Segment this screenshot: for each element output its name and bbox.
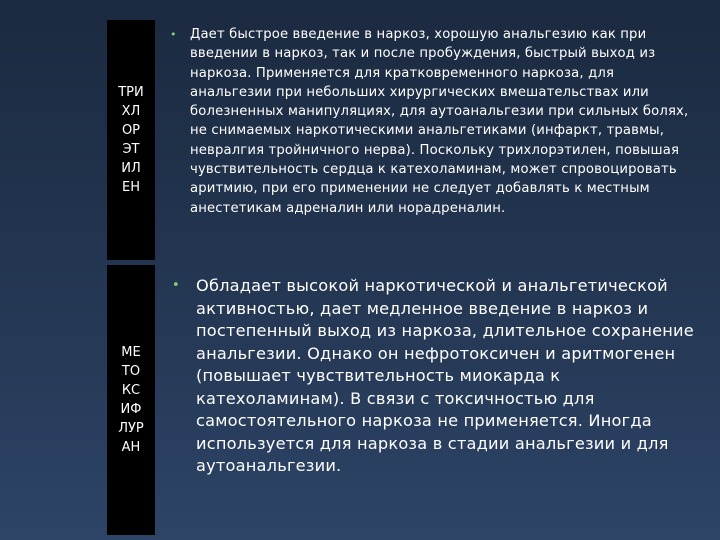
methoxyflurane-text: Обладает высокой наркотической и анальгетической активностью, дает медленное введение в наркоз и постепенный выход из наркоза, длительное сохранение анальгезии. Однако он нефротоксичен и аритмогенен (повышает чувствительность миокарда к катехоламинам). В связи с токсичностью для самостоятельного наркоза не применяется. Иногда используется для наркоза в стадии анальгезии и для аутоанальгезии.	[196, 276, 694, 475]
methoxyflurane-description	[172, 275, 697, 478]
methoxyflurane-label: МЕ ТО КС ИФ ЛУР АН	[107, 265, 155, 535]
trichloroethylene-description	[170, 25, 700, 218]
bullet-icon: •	[170, 28, 177, 41]
bullet-icon: •	[172, 278, 180, 293]
trichloroethylene-label: ТРИ ХЛ ОР ЭТ ИЛ ЕН	[107, 20, 155, 260]
trichloroethylene-text: Дает быстрое введение в наркоз, хорошую анальгезию как при введении в наркоз, так и после пробуждения, быстрый выход из наркоза. Применяется для кратковременного наркоза, для анальгезии при небольших хирургических вмешательствах или болезненных манипуляциях, для аутоанальгезии при сильных болях, не снимаемых наркотическими анальгетиками (инфаркт, травмы, невралгия тройничного нерва). Поскольку трихлорэтилен, повышая чувствительность сердца к катехоламинам, может спровоцировать аритмию, при его применении не следует добавлять к местным анестетикам адреналин или норадреналин.	[190, 27, 689, 216]
